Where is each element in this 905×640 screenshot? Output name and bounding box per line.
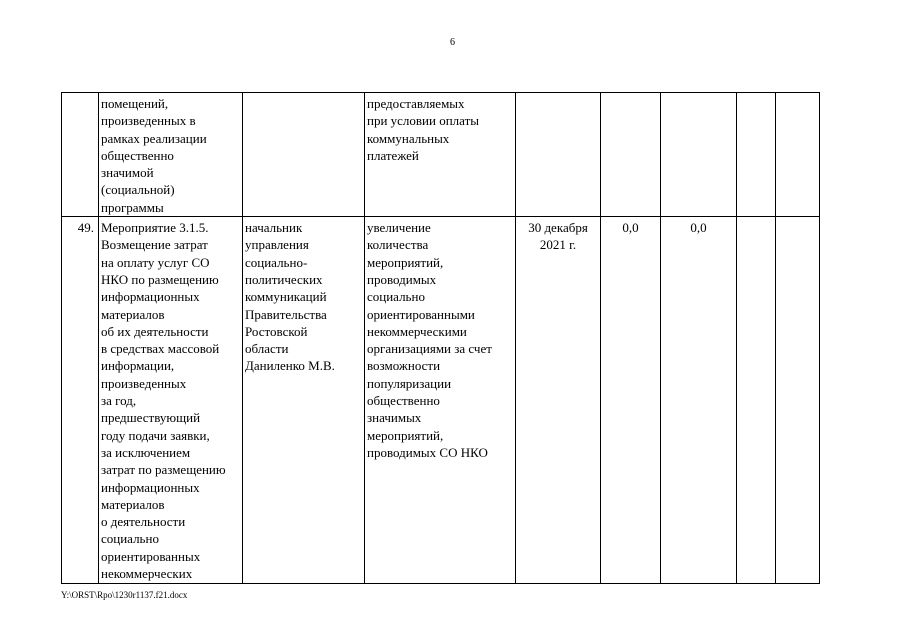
event-cell: Мероприятие 3.1.5. Возмещение затрат на оплату услуг СО НКО по размещению информационных материалов об их деятельности в средствах массовой информации, произведенных за год, предшествующий году подачи заявки, за исключением затрат по размещению информационных материалов о деятельности социально ориентированных некоммерческих (99, 217, 243, 584)
value-cell-4 (776, 217, 820, 584)
value-cell-4 (776, 93, 820, 217)
value-cell-3 (737, 217, 776, 584)
row-number-cell: 49. (62, 217, 99, 584)
deadline-cell: 30 декабря 2021 г. (516, 217, 601, 584)
responsible-cell (243, 93, 365, 217)
responsible-cell: начальник управления социально- политических коммуникаций Правительства Ростовской области Даниленко М.В. (243, 217, 365, 584)
value-cell-1 (601, 93, 661, 217)
result-cell: увеличение количества мероприятий, проводимых социально ориентированными некоммерческими организациями за счет возможности популяризации общественно значимых мероприятий, проводимых СО НКО (365, 217, 516, 584)
document-path: Y:\ORST\Rpo\1230r1137.f21.docx (61, 590, 188, 600)
row-number-cell (62, 93, 99, 217)
table-row (62, 217, 820, 584)
value-cell-3 (737, 93, 776, 217)
value-cell-2: 0,0 (661, 217, 737, 584)
measures-table (61, 92, 820, 584)
value-cell-1: 0,0 (601, 217, 661, 584)
page-number: 6 (450, 37, 455, 48)
value-cell-2 (661, 93, 737, 217)
deadline-cell (516, 93, 601, 217)
table-row (62, 93, 820, 217)
result-cell: предоставляемых при условии оплаты коммунальных платежей (365, 93, 516, 217)
event-cell: помещений, произведенных в рамках реализации общественно значимой (социальной) программы (99, 93, 243, 217)
